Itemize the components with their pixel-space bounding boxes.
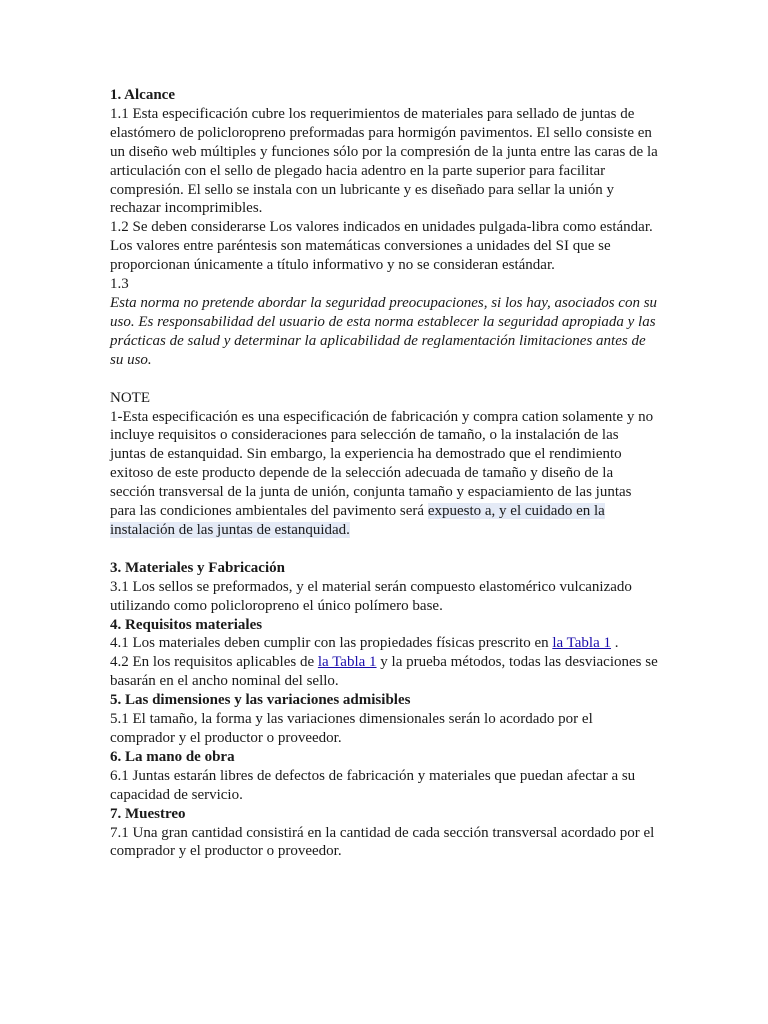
note-highlighted-text[interactable]: expuesto a, y el cuidado en la instalación de las juntas de estanquidad.: [110, 503, 605, 538]
section-6-heading: 6. La mano de obra: [110, 748, 235, 765]
note-label: NOTE: [110, 389, 150, 406]
paragraph-4-1-end: .: [611, 635, 619, 652]
tabla-1-link[interactable]: la Tabla 1: [317, 654, 377, 671]
paragraph-4-2: [110, 653, 658, 691]
paragraph-4-2-end: y la prueba métodos, todas las desviaciones se basarán en el ancho nominal del sello.: [110, 654, 658, 690]
spacer: [110, 540, 658, 559]
section-4-heading: 4. Requisitos materiales: [110, 616, 263, 633]
section-7-heading: 7. Muestreo: [110, 805, 186, 822]
paragraph-1-3-text: Esta norma no pretende abordar la seguridad preocupaciones, si los hay, asociados con su uso. Es responsabilidad del usuario de esta norma establecer la seguridad apropiada y las prácticas de salud y determinar la aplicabilidad de reglamentación limitaciones antes de su uso.: [110, 294, 658, 368]
document-body: [110, 86, 658, 861]
paragraph-1-2: 1.2 Se deben considerarse Los valores indicados en unidades pulgada-libra como estándar. Los valores entre paréntesis son matemáticas conversiones a unidades del SI que se proporcionan únicamente a título informativo y no se consideran estándar.: [110, 219, 653, 274]
note-text: 1-Esta especificación es una especificación de fabricación y compra cation solamente y no incluye requisitos o consideraciones para selección de tamaño, o la instalación de las juntas de estanquidad. Sin embargo, la experiencia ha demostrado que el rendimiento exitoso de este producto depende de la selección adecuada de tamaño y diseño de la sección transversal de la junta de unión, conjunta tamaño y espaciamiento de las juntas para las condiciones ambientales del pavimento será: [110, 408, 654, 520]
paragraph-5-1: 5.1 El tamaño, la forma y las variaciones dimensionales serán lo acordado por el comprador y el productor o proveedor.: [110, 711, 593, 746]
paragraph-4-2-text: 4.2 En los requisitos aplicables de: [110, 654, 318, 671]
tabla-1-link[interactable]: la Tabla 1: [552, 635, 612, 652]
paragraph-6-1: 6.1 Juntas estarán libres de defectos de fabricación y materiales que puedan afectar a su capacidad de servicio.: [110, 767, 636, 803]
paragraph-4-1: [110, 634, 658, 653]
section-1-heading: 1. Alcance: [110, 87, 175, 103]
paragraph-7-1: 7.1 Una gran cantidad consistirá en la cantidad de cada sección transversal acordado por el comprador y el productor o proveedor.: [110, 824, 655, 860]
spacer: [110, 370, 658, 389]
paragraph-3-1: 3.1 Los sellos se preformados, y el material serán compuesto elastomérico vulcanizado utilizando como policloropreno el único polímero base.: [110, 578, 632, 614]
section-5-heading: 5. Las dimensiones y las variaciones admisibles: [110, 692, 411, 709]
paragraph-1-3-label: 1.3: [110, 276, 129, 293]
note-paragraph: [110, 408, 658, 540]
paragraph-4-1-text: 4.1 Los materiales deben cumplir con las propiedades físicas prescrito en: [110, 635, 553, 652]
section-3-heading: 3. Materiales y Fabricación: [110, 559, 285, 576]
paragraph-1-1: 1.1 Esta especificación cubre los requerimientos de materiales para sellado de juntas de elastómero de policloropreno preformadas para hormigón pavimentos. El sello consiste en un diseño web múltiples y funciones sólo por la compresión de la junta entre las caras de la articulación con el sello de plegado hacia adentro en la parte superior para facilitar compresión. El sello se instala con un lubricante y es diseñado para sellar la unión y rechazar incomprimibles.: [110, 105, 658, 217]
